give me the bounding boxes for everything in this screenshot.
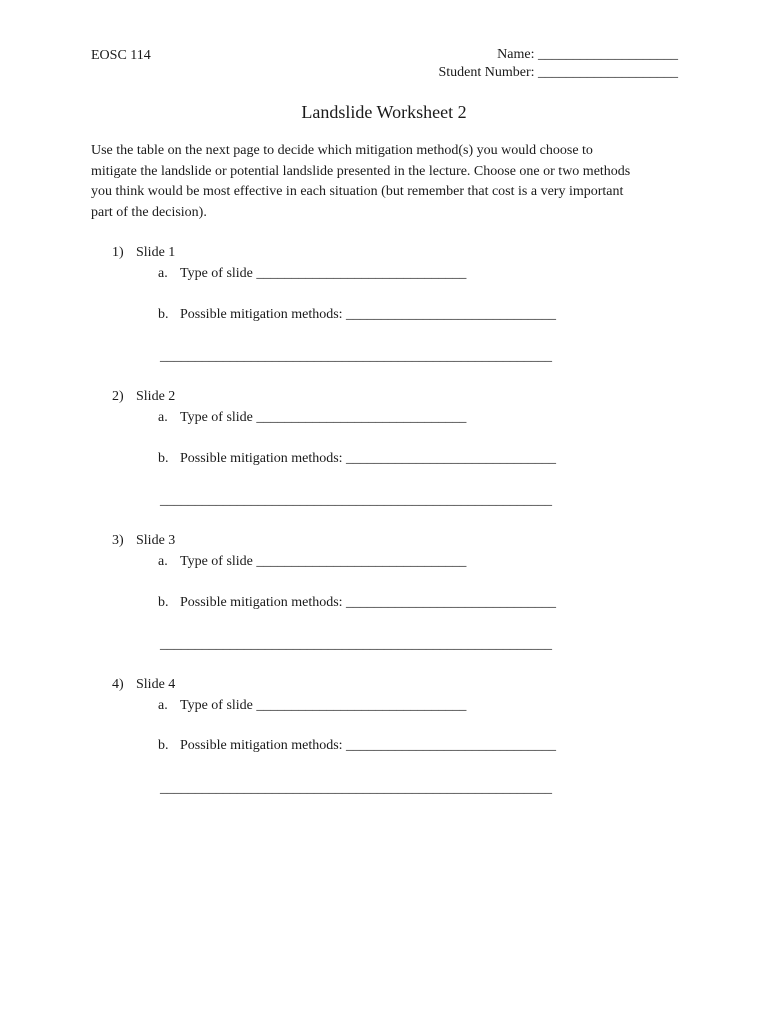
instructions-line: you think would be most effective in each situation (but remember that cost is a very important <box>91 184 624 200</box>
question-slide-2 <box>112 387 632 408</box>
item-letter: b. <box>158 451 169 466</box>
type-of-slide-text: Type of slide ______________________________ <box>180 698 467 713</box>
mitigation-methods-field[interactable] <box>158 449 556 469</box>
type-of-slide-text: Type of slide ______________________________ <box>180 410 467 425</box>
mitigation-methods-text: Possible mitigation methods: ______________________________ <box>180 451 557 466</box>
question-heading <box>112 675 632 696</box>
type-of-slide-text: Type of slide ______________________________ <box>180 266 467 281</box>
instructions-line: part of the decision). <box>91 205 207 221</box>
type-of-slide-text: Type of slide ______________________________ <box>180 554 467 569</box>
question-number: 2) <box>112 389 124 404</box>
student-number-label: Student Number: <box>438 65 535 80</box>
item-letter: a. <box>158 554 168 569</box>
name-label: Name: <box>497 47 535 62</box>
type-of-slide-field[interactable] <box>158 552 466 572</box>
mitigation-methods-field[interactable] <box>158 736 556 756</box>
name-blank[interactable]: ____________________ <box>538 47 678 62</box>
item-letter: b. <box>158 738 169 753</box>
question-number: 4) <box>112 677 124 692</box>
type-of-slide-field[interactable] <box>158 696 466 716</box>
question-slide-3 <box>112 531 632 552</box>
name-line <box>438 46 678 64</box>
instructions-line: Use the table on the next page to decide which mitigation method(s) you would choose to <box>91 143 593 158</box>
instructions-line: mitigate the landslide or potential landslide presented in the lecture. Choose one or two methods <box>91 163 631 179</box>
question-number: 3) <box>112 533 124 548</box>
question-heading <box>112 387 632 408</box>
question-label: Slide 3 <box>136 533 176 548</box>
question-label: Slide 2 <box>136 389 176 404</box>
mitigation-continuation-line[interactable]: ________________________________________________________ <box>160 493 552 508</box>
course-code: EOSC 114 <box>91 48 151 63</box>
mitigation-methods-text: Possible mitigation methods: ______________________________ <box>180 307 557 322</box>
question-heading <box>112 531 632 552</box>
item-letter: a. <box>158 266 168 281</box>
type-of-slide-field[interactable] <box>158 264 466 284</box>
item-letter: b. <box>158 307 169 322</box>
question-label: Slide 1 <box>136 245 176 260</box>
student-number-line <box>438 64 678 82</box>
mitigation-methods-text: Possible mitigation methods: ______________________________ <box>180 738 557 753</box>
mitigation-methods-field[interactable] <box>158 305 556 325</box>
mitigation-methods-field[interactable] <box>158 593 556 613</box>
mitigation-continuation-line[interactable]: ________________________________________________________ <box>160 781 552 796</box>
item-letter: b. <box>158 595 169 610</box>
mitigation-continuation-line[interactable]: ________________________________________________________ <box>160 349 552 364</box>
instructions-paragraph <box>91 141 691 224</box>
question-slide-4 <box>112 675 632 696</box>
type-of-slide-field[interactable] <box>158 408 466 428</box>
item-letter: a. <box>158 698 168 713</box>
mitigation-continuation-line[interactable]: ________________________________________________________ <box>160 637 552 652</box>
mitigation-methods-text: Possible mitigation methods: ______________________________ <box>180 595 557 610</box>
item-letter: a. <box>158 410 168 425</box>
question-slide-1 <box>112 243 632 264</box>
page-title: Landslide Worksheet 2 <box>301 102 467 122</box>
question-number: 1) <box>112 245 124 260</box>
student-number-blank[interactable]: ____________________ <box>538 65 678 80</box>
question-heading <box>112 243 632 264</box>
student-info-block <box>438 46 678 82</box>
question-label: Slide 4 <box>136 677 176 692</box>
